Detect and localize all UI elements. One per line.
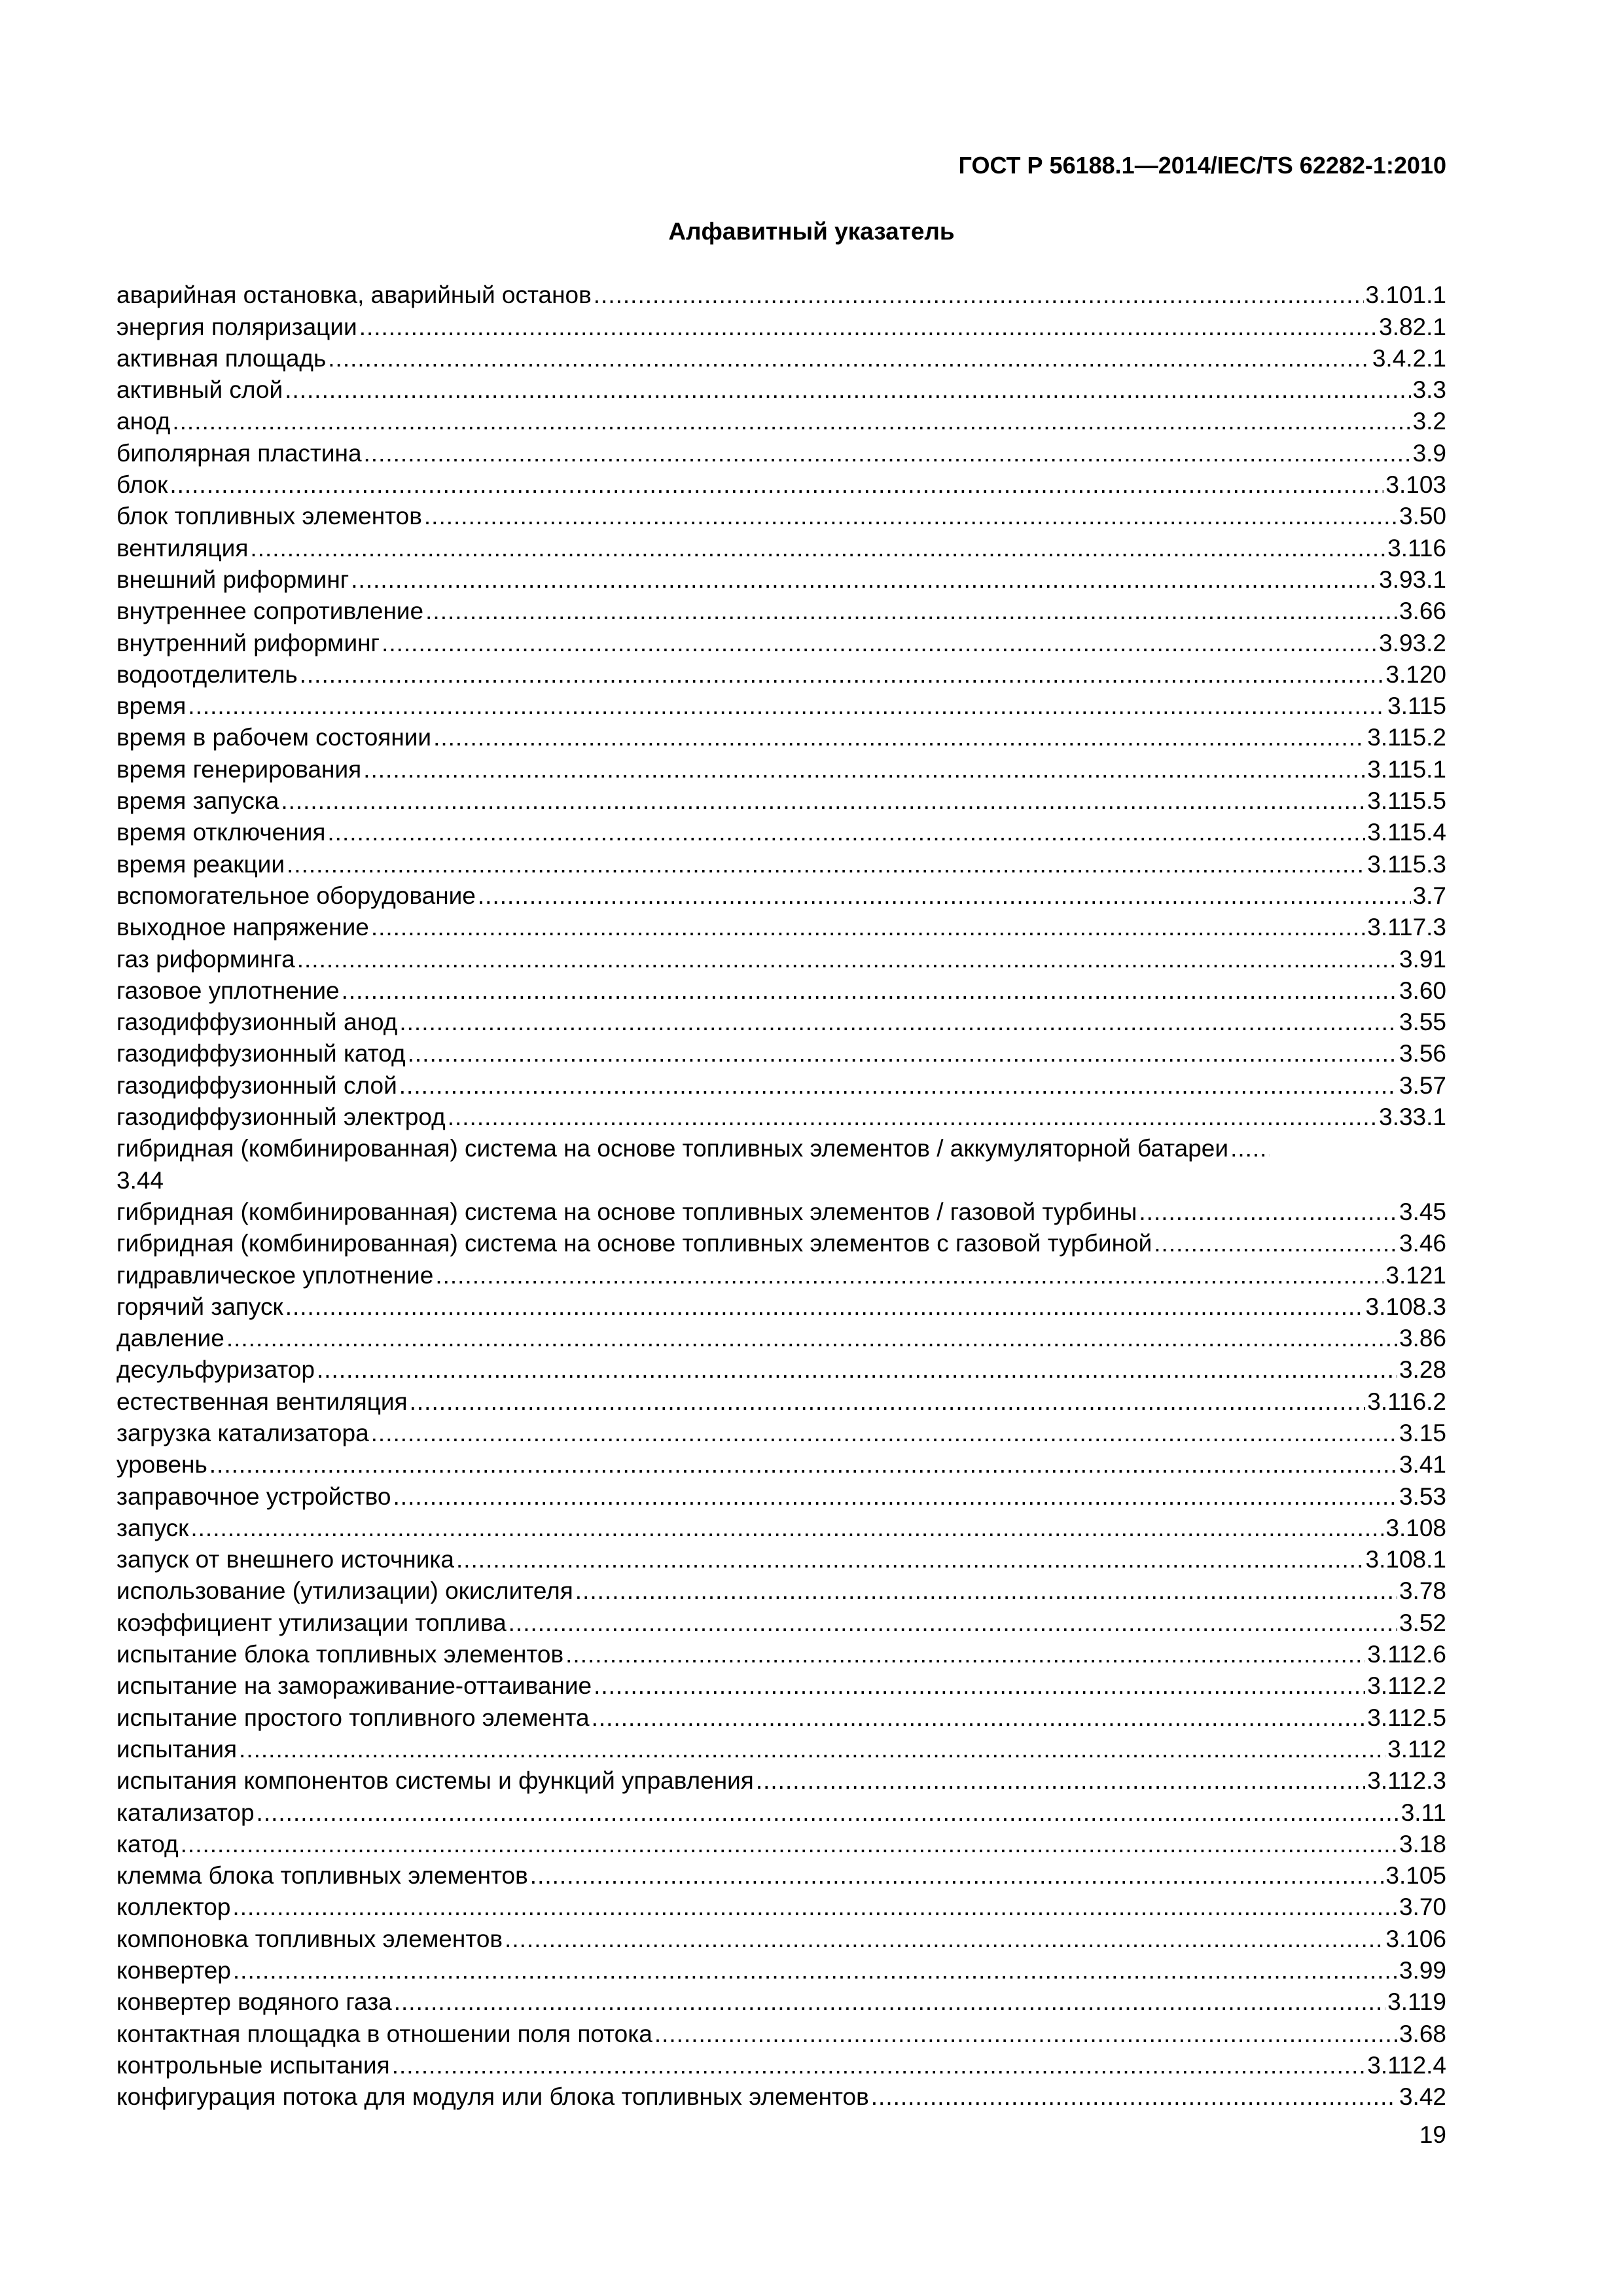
index-term: гибридная (комбинированная) система на основе топливных элементов / газовой турбины [116, 1198, 1137, 1225]
index-entry [116, 1829, 1446, 1860]
dot-leader [478, 880, 1411, 912]
dot-leader [393, 1481, 1397, 1513]
index-term: активная площадь [116, 344, 327, 372]
index-reference: 3.93.1 [1379, 565, 1446, 593]
index-term: внутреннее сопротивление [116, 598, 424, 625]
index-entry-line [116, 1133, 1446, 1164]
index-term: коэффициент утилизации топлива [116, 1609, 507, 1636]
index-term: вспомогательное оборудование [116, 882, 476, 909]
index-term: время отключения [116, 819, 326, 846]
index-entry [116, 1133, 1446, 1196]
index-term: давление [116, 1325, 224, 1352]
dot-leader [435, 1260, 1383, 1291]
dot-leader [456, 1544, 1364, 1575]
dot-leader [508, 1607, 1397, 1639]
dot-leader [565, 1639, 1365, 1670]
index-term: коллектор [116, 1893, 231, 1921]
index-term: естественная вентиляция [116, 1388, 408, 1415]
dot-leader [342, 975, 1397, 1007]
index-entry [116, 1923, 1446, 1954]
index-entry [116, 1228, 1446, 1259]
index-reference: 3.15 [1399, 1419, 1446, 1446]
index-entry [116, 1323, 1446, 1354]
index-reference: 3.86 [1399, 1325, 1446, 1352]
dot-leader [371, 1418, 1397, 1449]
index-entry [116, 1386, 1446, 1417]
index-entry [116, 2081, 1446, 2113]
index-entry [116, 659, 1446, 691]
dot-leader [232, 1892, 1397, 1923]
index-reference: 3.93.2 [1379, 629, 1446, 656]
index-entry [116, 1797, 1446, 1828]
dot-leader [871, 2081, 1397, 2113]
index-entry [116, 1734, 1446, 1765]
dot-leader [226, 1323, 1397, 1354]
index-term: газ риформинга [116, 945, 295, 973]
index-term: контрольные испытания [116, 2051, 390, 2079]
index-entry [116, 627, 1446, 658]
index-reference: 3.105 [1385, 1862, 1446, 1890]
dot-leader [285, 1291, 1364, 1323]
index-reference: 3.82.1 [1379, 313, 1446, 340]
index-term: использование (утилизации) окислителя [116, 1577, 573, 1605]
index-reference: 3.106 [1385, 1925, 1446, 1952]
dot-leader [654, 2018, 1397, 2050]
index-term: блок топливных элементов [116, 503, 422, 530]
index-reference: 3.55 [1399, 1009, 1446, 1036]
index-entry [116, 722, 1446, 753]
index-reference: 3.4.2.1 [1372, 344, 1446, 372]
dot-leader [594, 1670, 1365, 1702]
index-entry [116, 1069, 1446, 1101]
index-term: конвертер [116, 1957, 231, 1984]
index-term: аварийная остановка, аварийный останов [116, 281, 592, 309]
index-term: биполярная пластина [116, 439, 362, 467]
index-reference: 3.108.1 [1365, 1546, 1446, 1573]
index-term: испытание на замораживание-оттаивание [116, 1672, 592, 1700]
index-term: гибридная (комбинированная) система на основе топливных элементов с газовой турбиной [116, 1230, 1152, 1257]
index-entry [116, 817, 1446, 848]
index-term: запуск [116, 1514, 189, 1541]
index-reference: 3.60 [1399, 977, 1446, 1004]
index-entry [116, 2050, 1446, 2081]
index-term: испытание простого топливного элемента [116, 1704, 590, 1731]
dot-leader [188, 691, 1385, 722]
index-entry [116, 1259, 1446, 1291]
dot-leader [250, 533, 1385, 564]
dot-leader [399, 1070, 1397, 1102]
index-entry [116, 1007, 1446, 1038]
index-term: испытание блока топливных элементов [116, 1641, 564, 1668]
index-reference: 3.115.3 [1367, 850, 1446, 878]
index-entry [116, 311, 1446, 342]
dot-leader [448, 1102, 1377, 1133]
index-term: конвертер водяного газа [116, 1988, 392, 2016]
index-term: уровень [116, 1451, 207, 1479]
index-entry [116, 1639, 1446, 1670]
dot-leader [1154, 1228, 1397, 1259]
index-term: газодиффузионный электрод [116, 1103, 446, 1131]
index-reference: 3.46 [1399, 1230, 1446, 1257]
dot-leader [285, 374, 1410, 406]
index-reference: 3.57 [1399, 1071, 1446, 1099]
index-term: вентиляция [116, 534, 249, 562]
index-entry [116, 943, 1446, 975]
index-reference: 3.33.1 [1379, 1103, 1446, 1131]
index-term: клемма блока топливных элементов [116, 1862, 528, 1890]
dot-leader [281, 785, 1365, 817]
dot-leader [425, 596, 1397, 627]
document-code-header: ГОСТ Р 56188.1—2014/IEC/TS 62282-1:2010 [958, 152, 1446, 179]
index-entry [116, 1102, 1446, 1133]
index-reference: 3.112 [1387, 1735, 1446, 1763]
index-reference: 3.52 [1399, 1609, 1446, 1636]
index-entry-line [116, 1164, 1446, 1196]
index-entry [116, 912, 1446, 943]
index-term: гидравлическое уплотнение [116, 1261, 434, 1289]
index-term: конфигурация потока для модуля или блока топливных элементов [116, 2083, 869, 2111]
dot-leader [530, 1860, 1384, 1892]
index-reference: 3.101.1 [1365, 281, 1446, 309]
index-reference: 3.18 [1399, 1830, 1446, 1857]
dot-leader [1139, 1196, 1397, 1228]
index-reference: 3.115.1 [1367, 755, 1446, 783]
index-entry [116, 1196, 1446, 1228]
index-reference: 3.41 [1399, 1451, 1446, 1479]
index-reference: 3.112.3 [1367, 1767, 1446, 1795]
index-entry [116, 564, 1446, 596]
index-entry [116, 1513, 1446, 1544]
index-entry [116, 785, 1446, 817]
index-reference: 3.2 [1412, 408, 1446, 435]
index-term: водоотделитель [116, 660, 298, 688]
index-term: анод [116, 408, 171, 435]
index-reference: 3.103 [1385, 471, 1446, 499]
index-reference: 3.50 [1399, 503, 1446, 530]
index-term: время [116, 692, 187, 720]
index-entry [116, 1480, 1446, 1512]
index-term: компоновка топливных элементов [116, 1925, 503, 1952]
index-entry [116, 848, 1446, 880]
dot-leader [371, 912, 1365, 943]
dot-leader [364, 438, 1411, 469]
index-term: время запуска [116, 787, 279, 815]
index-reference: 3.9 [1412, 439, 1446, 467]
index-reference: 3.3 [1412, 376, 1446, 404]
index-reference: 3.115.5 [1367, 787, 1446, 815]
index-reference: 3.115.4 [1367, 819, 1446, 846]
index-reference: 3.68 [1399, 2020, 1446, 2047]
dot-leader [181, 1829, 1397, 1860]
index-term: энергия поляризации [116, 313, 357, 340]
index-reference: 3.70 [1399, 1893, 1446, 1921]
dot-leader [328, 343, 1370, 374]
index-reference: 3.121 [1385, 1261, 1446, 1289]
dot-leader [317, 1354, 1397, 1386]
dot-leader [408, 1038, 1397, 1069]
index-reference: 3.116 [1387, 534, 1446, 562]
dot-leader [297, 944, 1397, 975]
dot-leader [257, 1797, 1399, 1829]
index-term: катод [116, 1830, 179, 1857]
index-entry [116, 532, 1446, 564]
index-entry [116, 1955, 1446, 1986]
index-entry [116, 753, 1446, 785]
dot-leader [382, 628, 1377, 659]
index-reference: 3.11 [1400, 1799, 1446, 1826]
page-title: Алфавитный указатель [668, 218, 955, 245]
index-term: загрузка катализатора [116, 1419, 369, 1446]
index-reference: 3.53 [1399, 1482, 1446, 1510]
index-reference: 3.42 [1399, 2083, 1446, 2111]
index-reference: 3.56 [1399, 1040, 1446, 1067]
index-term: газодиффузионный катод [116, 1040, 406, 1067]
index-term: катализатор [116, 1799, 255, 1826]
index-entry [116, 501, 1446, 532]
index-reference: 3.117.3 [1367, 914, 1446, 941]
index-reference: 3.115.2 [1367, 724, 1446, 751]
index-reference: 3.108.3 [1365, 1293, 1446, 1320]
index-entry [116, 880, 1446, 912]
index-term: блок [116, 471, 168, 499]
index-reference: 3.7 [1412, 882, 1446, 909]
dot-leader [239, 1734, 1385, 1765]
index-entry [116, 469, 1446, 501]
index-reference: 3.44 [116, 1166, 164, 1194]
index-term: время генерирования [116, 755, 362, 783]
dot-leader [287, 849, 1365, 880]
index-entry [116, 1354, 1446, 1386]
dot-leader [392, 2050, 1366, 2081]
index-reference: 3.112.6 [1367, 1641, 1446, 1668]
index-entry [116, 691, 1446, 722]
index-entry [116, 1607, 1446, 1638]
index-term: внутренний риформинг [116, 629, 380, 656]
dot-leader [359, 312, 1377, 343]
index-reference: 3.66 [1399, 598, 1446, 625]
index-entry [116, 1418, 1446, 1449]
index-reference: 3.99 [1399, 1957, 1446, 1984]
dot-leader [209, 1449, 1397, 1480]
dot-leader [1230, 1133, 1270, 1164]
index-term: запуск от внешнего источника [116, 1546, 454, 1573]
index-term: время в рабочем состоянии [116, 724, 432, 751]
index-entry [116, 1544, 1446, 1575]
index-entry [116, 1986, 1446, 2018]
index-term: заправочное устройство [116, 1482, 391, 1510]
dot-leader [592, 1702, 1366, 1734]
index-entry [116, 1670, 1446, 1702]
index-entry [116, 975, 1446, 1007]
index-reference: 3.108 [1385, 1514, 1446, 1541]
dot-leader [505, 1924, 1383, 1955]
dot-leader [394, 1986, 1385, 2018]
dot-leader [424, 501, 1397, 532]
dot-leader [575, 1575, 1397, 1607]
dot-leader [756, 1765, 1365, 1797]
index-entry [116, 343, 1446, 374]
index-entry [116, 279, 1446, 311]
dot-leader [363, 754, 1365, 785]
index-term: гибридная (комбинированная) система на основе топливных элементов / аккумуляторной батареи [116, 1135, 1229, 1162]
dot-leader [233, 1955, 1397, 1986]
index-reference: 3.28 [1399, 1356, 1446, 1384]
index-term: активный слой [116, 376, 283, 404]
index-reference: 3.91 [1399, 945, 1446, 973]
dot-leader [351, 564, 1377, 596]
index-entry [116, 1860, 1446, 1892]
dot-leader [433, 722, 1365, 753]
index-term: газовое уплотнение [116, 977, 340, 1004]
index-term: газодиффузионный слой [116, 1071, 397, 1099]
dot-leader [300, 659, 1384, 691]
index-reference: 3.115 [1387, 692, 1446, 720]
dot-leader [327, 817, 1365, 848]
index-reference: 3.112.5 [1367, 1704, 1446, 1731]
index-term: десульфуризатор [116, 1356, 315, 1384]
index-entry [116, 1449, 1446, 1480]
dot-leader [190, 1513, 1383, 1544]
index-reference: 3.112.4 [1367, 2051, 1446, 2079]
dot-leader [410, 1386, 1366, 1418]
index-reference: 3.45 [1399, 1198, 1446, 1225]
index-entry [116, 596, 1446, 627]
index-entry [116, 374, 1446, 406]
dot-leader [594, 279, 1364, 311]
index-reference: 3.120 [1385, 660, 1446, 688]
index-term: газодиффузионный анод [116, 1009, 398, 1036]
index-term: выходное напряжение [116, 914, 369, 941]
index-entry [116, 1038, 1446, 1069]
index-reference: 3.119 [1387, 1988, 1446, 2016]
index-reference: 3.112.2 [1367, 1672, 1446, 1700]
dot-leader [169, 469, 1383, 501]
index-term: контактная площадка в отношении поля потока [116, 2020, 652, 2047]
index-term: время реакции [116, 850, 285, 878]
index-entry [116, 437, 1446, 469]
index-entry [116, 1765, 1446, 1797]
index-term: испытания компонентов системы и функций управления [116, 1767, 754, 1795]
dot-leader [172, 406, 1410, 437]
index-reference: 3.78 [1399, 1577, 1446, 1605]
index-entry [116, 1702, 1446, 1733]
index-term: горячий запуск [116, 1293, 283, 1320]
index-entry [116, 1892, 1446, 1923]
index-term: внешний риформинг [116, 565, 349, 593]
index-entry [116, 1291, 1446, 1323]
dot-leader [399, 1007, 1397, 1038]
index-entry [116, 406, 1446, 437]
index-reference: 3.116.2 [1367, 1388, 1446, 1415]
index-entry [116, 2018, 1446, 2049]
page-number: 19 [1419, 2121, 1446, 2148]
index-term: испытания [116, 1735, 238, 1763]
alphabetical-index-list [116, 279, 1446, 2113]
index-entry [116, 1575, 1446, 1607]
